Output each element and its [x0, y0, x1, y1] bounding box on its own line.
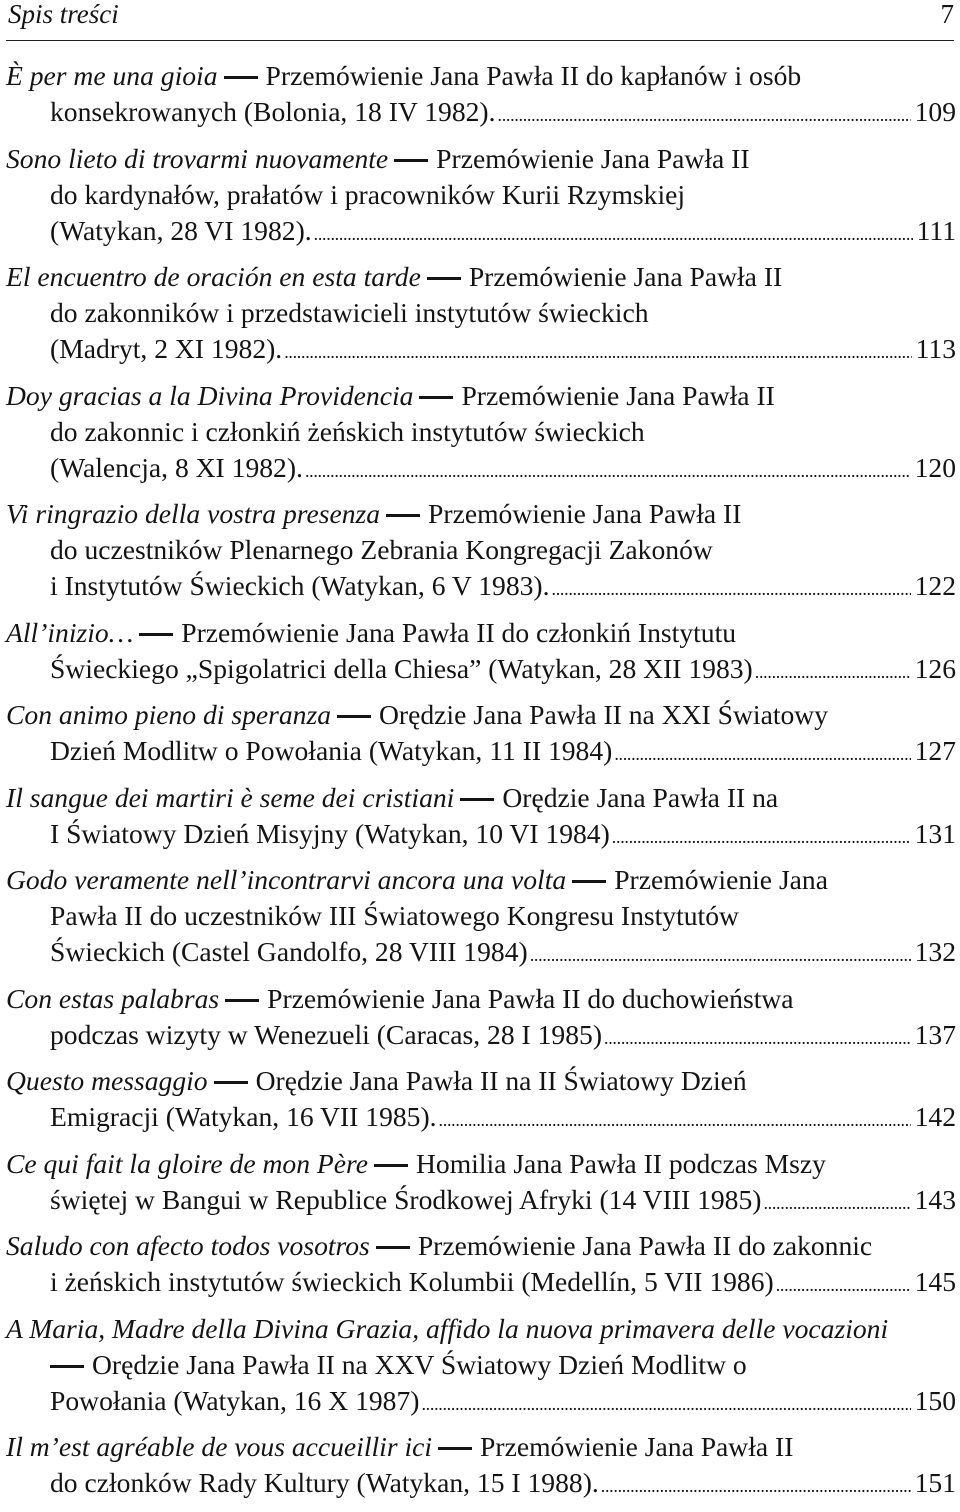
entry-description: Świeckiego „Spigolatrici della Chiesa” (Watykan, 28 XII 1983)	[50, 652, 753, 684]
entry-description: Przemówienie Jana Pawła II do zakonnic	[417, 1230, 873, 1261]
entry-italic-title: A Maria, Madre della Divina Grazia, affido la nuova primavera delle vocazioni	[6, 1312, 889, 1344]
entry-description: Pawła II do uczestników III Światowego Kongresu Instytutów	[50, 900, 739, 931]
em-dash	[376, 1246, 410, 1249]
toc-entry[interactable]	[6, 141, 956, 249]
toc-entry[interactable]	[6, 1228, 956, 1300]
entry-description: Przemówienie Jana Pawła II do członkiń Instytutu	[181, 616, 737, 648]
toc-line-text	[50, 1264, 774, 1300]
entry-description: Orędzie Jana Pawła II na	[502, 781, 779, 813]
toc-line	[6, 1311, 956, 1347]
dot-leader	[305, 453, 911, 489]
entry-page-number: 109	[914, 96, 956, 127]
toc-list	[6, 58, 956, 1512]
entry-description: Przemówienie Jana Pawła II	[480, 1431, 794, 1462]
toc-line	[6, 1383, 956, 1419]
entry-italic-title: Saludo con afecto todos vosotros	[6, 1230, 370, 1261]
em-dash	[374, 1164, 408, 1167]
dot-leader	[604, 1020, 911, 1056]
entry-description: Przemówienie Jana Pawła II	[436, 142, 750, 174]
entry-description: Orędzie Jana Pawła II na XXI Światowy	[379, 699, 829, 730]
toc-line-text	[50, 1017, 602, 1053]
entry-page-number: 120	[914, 451, 956, 483]
toc-line	[6, 816, 956, 852]
toc-line-text	[50, 568, 550, 604]
entry-italic-title: Doy gracias a la Divina Providencia	[6, 379, 414, 411]
toc-line	[6, 1347, 956, 1383]
toc-entry[interactable]	[6, 378, 956, 486]
entry-description: (Madryt, 2 XI 1982).	[50, 333, 283, 364]
dot-leader	[314, 216, 913, 252]
entry-description: do członków Rady Kultury (Watykan, 15 I 1988).	[50, 1467, 599, 1498]
entry-description: Przemówienie Jana Pawła II	[428, 498, 742, 529]
em-dash	[438, 1447, 472, 1450]
entry-page-number: 137	[914, 1018, 956, 1050]
toc-entry[interactable]	[6, 1146, 956, 1218]
toc-line	[6, 898, 956, 934]
em-dash	[139, 633, 173, 636]
entry-italic-title: Il sangue dei martiri è seme dei cristiani	[6, 781, 455, 813]
entry-description: Dzień Modlitw o Powołania (Watykan, 11 II 1984)	[50, 735, 613, 766]
entry-italic-title: Con animo pieno di speranza	[6, 699, 331, 730]
entry-description: Przemówienie Jana	[614, 864, 828, 895]
dot-leader	[755, 654, 911, 690]
toc-line	[6, 1063, 956, 1099]
entry-description: Emigracji (Watykan, 16 VII 1985).	[50, 1101, 437, 1132]
em-dash	[50, 1365, 84, 1368]
dot-leader	[284, 334, 911, 370]
toc-line-text	[50, 1465, 599, 1501]
toc-line	[6, 1182, 956, 1218]
em-dash	[427, 277, 461, 280]
entry-description: Przemówienie Jana Pawła II do kapłanów i osób	[265, 60, 802, 91]
toc-entry[interactable]	[6, 58, 956, 130]
entry-description: i żeńskich instytutów świeckich Kolumbii (Medellín, 5 VII 1986)	[50, 1266, 774, 1297]
toc-line	[6, 1146, 956, 1182]
entry-description: Orędzie Jana Pawła II na II Światowy Dzień	[255, 1065, 747, 1096]
toc-line-text	[50, 733, 612, 769]
entry-italic-title: El encuentro de oración en esta tarde	[6, 261, 421, 292]
toc-entry[interactable]	[6, 780, 956, 852]
dot-leader	[530, 937, 911, 973]
entry-page-number: 132	[914, 936, 956, 967]
entry-description: Przemówienie Jana Pawła II	[461, 379, 775, 411]
toc-line-text	[50, 1383, 419, 1419]
toc-line-text	[50, 1099, 437, 1135]
toc-entry[interactable]	[6, 615, 956, 687]
entry-italic-title: All’inizio…	[6, 616, 134, 648]
toc-line	[6, 780, 956, 816]
entry-description: Orędzie Jana Pawła II na XXV Światowy Dzień Modlitw o	[92, 1348, 747, 1380]
entry-description: Homilia Jana Pawła II podczas Mszy	[415, 1147, 826, 1179]
toc-line	[6, 414, 956, 450]
entry-page-number: 142	[914, 1101, 956, 1132]
toc-entry[interactable]	[6, 496, 956, 604]
toc-line	[6, 934, 956, 970]
entry-description: podczas wizyty w Wenezueli (Caracas, 28 I 1985)	[50, 1018, 603, 1050]
toc-entry[interactable]	[6, 1063, 956, 1135]
toc-line	[6, 141, 956, 177]
entry-page-number: 131	[914, 817, 956, 849]
toc-line-text	[50, 213, 312, 249]
page-header	[6, 0, 954, 41]
entry-page-number: 143	[914, 1183, 956, 1215]
toc-entry[interactable]	[6, 697, 956, 769]
toc-line	[6, 1099, 956, 1135]
em-dash	[572, 880, 606, 883]
section-title: Spis treści	[8, 0, 119, 29]
entry-italic-title: Vi ringrazio della vostra presenza	[6, 498, 381, 529]
toc-line	[6, 58, 956, 94]
dot-leader	[612, 819, 911, 855]
toc-line	[6, 733, 956, 769]
em-dash	[419, 396, 453, 399]
entry-italic-title: Questo messaggio	[6, 1065, 208, 1096]
toc-line	[6, 532, 956, 568]
em-dash	[225, 999, 259, 1002]
em-dash	[214, 1081, 248, 1084]
toc-line	[6, 378, 956, 414]
toc-line	[6, 259, 956, 295]
dot-leader	[498, 97, 911, 133]
dot-leader	[601, 1468, 911, 1504]
dot-leader	[763, 1185, 910, 1221]
entry-description: i Instytutów Świeckich (Watykan, 6 V 1983).	[50, 570, 550, 601]
entry-italic-title: Il m’est agréable de vous accueillir ici	[6, 1431, 433, 1462]
dot-leader	[439, 1102, 911, 1138]
entry-page-number: 122	[914, 570, 956, 601]
toc-entry[interactable]	[6, 981, 956, 1053]
em-dash	[386, 514, 420, 517]
entry-description: świętej w Bangui w Republice Środkowej Afryki (14 VIII 1985)	[50, 1183, 762, 1215]
entry-page-number: 111	[916, 214, 956, 246]
entry-description: Przemówienie Jana Pawła II	[468, 261, 783, 292]
toc-line	[6, 450, 956, 486]
entry-page-number: 151	[914, 1467, 956, 1498]
toc-line-text	[50, 94, 496, 130]
entry-description: do uczestników Plenarnego Zebrania Kongregacji Zakonów	[50, 534, 713, 565]
toc-line	[6, 697, 956, 733]
toc-line	[6, 1465, 956, 1501]
toc-entry[interactable]	[6, 259, 956, 367]
dot-leader	[776, 1267, 911, 1303]
entry-italic-title: Sono lieto di trovarmi nuovamente	[6, 142, 389, 174]
page-number: 7	[940, 0, 954, 29]
entry-description: (Walencja, 8 XI 1982).	[50, 451, 303, 483]
toc-line	[6, 496, 956, 532]
toc-line	[6, 213, 956, 249]
dot-leader	[552, 571, 911, 607]
dot-leader	[421, 1386, 910, 1422]
entry-italic-title: Con estas palabras	[6, 982, 220, 1014]
entry-description: (Watykan, 28 VI 1982).	[50, 214, 312, 246]
toc-entry[interactable]	[6, 862, 956, 970]
entry-page-number: 150	[914, 1384, 956, 1416]
entry-description: do kardynałów, prałatów i pracowników Kurii Rzymskiej	[50, 178, 686, 210]
toc-line	[6, 862, 956, 898]
dot-leader	[614, 736, 910, 772]
toc-line	[6, 1228, 956, 1264]
toc-line	[6, 615, 956, 651]
toc-line	[6, 331, 956, 367]
toc-line-text	[50, 450, 303, 486]
entry-description: I Światowy Dzień Misyjny (Watykan, 10 VI 1984)	[50, 817, 610, 849]
entry-page-number: 126	[914, 652, 956, 684]
em-dash	[394, 159, 428, 162]
toc-line-text	[50, 934, 528, 970]
toc-line	[6, 94, 956, 130]
toc-line-text	[50, 816, 610, 852]
em-dash	[337, 715, 371, 718]
entry-description: Przemówienie Jana Pawła II do duchowieństwa	[267, 982, 794, 1014]
entry-description: Świeckich (Castel Gandolfo, 28 VIII 1984)	[50, 936, 528, 967]
toc-line	[6, 1017, 956, 1053]
entry-description: do zakonników i przedstawicieli instytutów świeckich	[50, 297, 649, 328]
em-dash	[460, 798, 494, 801]
entry-italic-title: È per me una gioia	[6, 60, 218, 91]
toc-line-text	[50, 331, 282, 367]
entry-page-number: 145	[914, 1266, 956, 1297]
toc-entry[interactable]	[6, 1311, 956, 1419]
entry-description: do zakonnic i członkiń żeńskich instytutów świeckich	[50, 415, 645, 447]
entry-description: konsekrowanych (Bolonia, 18 IV 1982).	[50, 96, 496, 127]
toc-line	[6, 295, 956, 331]
toc-line	[6, 1264, 956, 1300]
toc-line-text	[50, 1182, 761, 1218]
toc-entry[interactable]	[6, 1429, 956, 1501]
entry-description: Powołania (Watykan, 16 X 1987)	[50, 1384, 420, 1416]
toc-line	[6, 568, 956, 604]
toc-line-text	[50, 651, 753, 687]
toc-line	[6, 981, 956, 1017]
em-dash	[224, 76, 258, 79]
toc-line	[6, 1429, 956, 1465]
entry-page-number: 127	[914, 735, 956, 766]
entry-page-number: 113	[915, 333, 956, 364]
entry-italic-title: Ce qui fait la gloire de mon Père	[6, 1147, 368, 1179]
toc-line	[6, 177, 956, 213]
toc-line	[6, 651, 956, 687]
entry-italic-title: Godo veramente nell’incontrarvi ancora una volta	[6, 864, 567, 895]
